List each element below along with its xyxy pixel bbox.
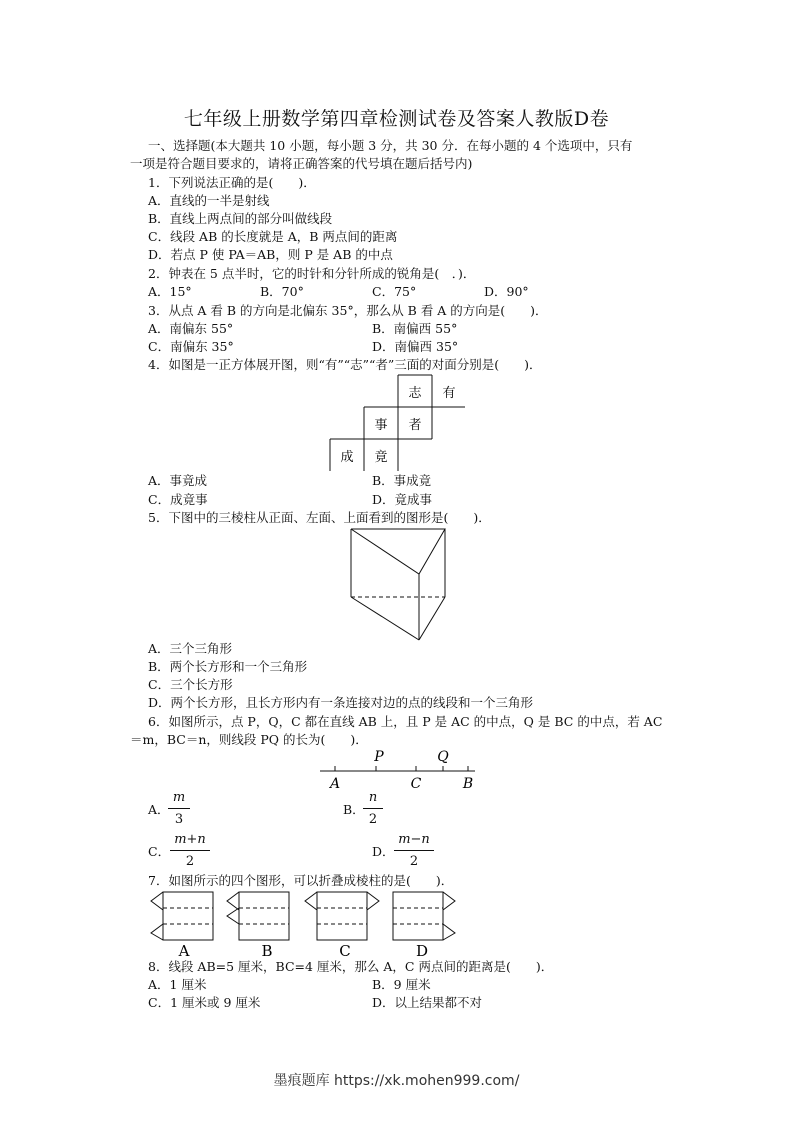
net-face-zhi: 志	[408, 386, 422, 401]
net-face-you: 有	[442, 386, 456, 401]
net-label-b: B	[261, 942, 273, 960]
fraction-numerator: m−n	[398, 832, 430, 847]
fraction-numerator: m+n	[174, 832, 206, 847]
q5-option-c: C．三个长方形	[148, 677, 233, 692]
q4-option-c: C．成竟事	[148, 492, 208, 507]
net-label-d: D	[415, 942, 429, 960]
q3-option-d: D．南偏西 35°	[372, 339, 459, 354]
q2-option-d: D．90°	[484, 284, 529, 299]
prism-nets-figure	[146, 888, 466, 960]
q6-option-b-fraction	[363, 790, 383, 828]
q3-option-b: B．南偏西 55°	[372, 321, 458, 336]
q6-option-d-label: D．	[372, 844, 395, 859]
q1-option-a: A．直线的一半是射线	[148, 193, 270, 208]
q6-stem-line2: ＝m，BC＝n，则线段 PQ 的长为( )．	[130, 732, 368, 747]
net-face-zhe: 者	[408, 418, 422, 433]
q4-option-a: A．事竟成	[148, 473, 208, 488]
number-line-figure	[315, 746, 480, 792]
net-face-cheng: 成	[340, 450, 354, 465]
q1-stem: 1．下列说法正确的是( )．	[148, 175, 316, 190]
q6-option-a-fraction	[168, 790, 190, 828]
net-face-shi: 事	[374, 418, 388, 433]
q1-option-d: D．若点 P 使 PA＝AB，则 P 是 AB 的中点	[148, 247, 393, 262]
q1-option-b: B．直线上两点间的部分叫做线段	[148, 211, 333, 226]
q2-option-c: C．75°	[372, 284, 417, 299]
q8-option-a: A．1 厘米	[148, 977, 207, 992]
q2-option-a: A．15°	[148, 284, 192, 299]
net-label-a: A	[178, 942, 190, 960]
q6-option-d-fraction	[394, 832, 434, 870]
fraction-numerator: m	[172, 790, 186, 805]
fraction-bar	[394, 850, 434, 851]
fraction-denominator: 2	[409, 854, 419, 869]
q7-stem: 7．如图所示的四个图形，可以折叠成棱柱的是( )．	[148, 873, 454, 888]
q5-stem: 5．下图中的三棱柱从正面、左面、上面看到的图形是( )．	[148, 510, 491, 525]
triangular-prism-figure	[345, 524, 455, 644]
section-heading-line1: 一、选择题(本大题共 10 小题，每小题 3 分，共 30 分．在每小题的 4 个选项中，只有	[148, 138, 633, 153]
q4-stem: 4．如图是一正方体展开图，则“有”“志”“者”三面的对面分别是( )．	[148, 357, 542, 372]
point-label-p: P	[374, 749, 384, 765]
q8-stem: 8．线段 AB=5 厘米，BC=4 厘米，那么 A，C 两点间的距离是( )．	[148, 959, 554, 974]
fraction-denominator: 3	[174, 812, 184, 827]
net-face-jing: 竟	[374, 450, 388, 465]
q5-option-b: B．两个长方形和一个三角形	[148, 659, 308, 674]
q3-option-a: A．南偏东 55°	[148, 321, 234, 336]
point-label-c: C	[410, 776, 422, 792]
q6-option-b-label: B．	[343, 802, 365, 817]
q2-stem: 2．钟表在 5 点半时，它的时针和分针所成的锐角是( ．)．	[148, 266, 476, 281]
fraction-denominator: 2	[185, 854, 195, 869]
q5-option-a: A．三个三角形	[148, 641, 233, 656]
net-label-c: C	[339, 942, 351, 960]
fraction-bar	[168, 808, 190, 809]
q8-option-b: B．9 厘米	[372, 977, 431, 992]
q8-option-c: C．1 厘米或 9 厘米	[148, 995, 261, 1010]
q4-option-b: B．事成竟	[372, 473, 432, 488]
q3-option-c: C．南偏东 35°	[148, 339, 234, 354]
q3-stem: 3．从点 A 看 B 的方向是北偏东 35°，那么从 B 看 A 的方向是( )．	[148, 303, 548, 318]
q1-option-c: C．线段 AB 的长度就是 A，B 两点间的距离	[148, 229, 398, 244]
q5-option-d: D．两个长方形，且长方形内有一条连接对边的点的线段和一个三角形	[148, 695, 534, 710]
q6-stem-line1: 6．如图所示，点 P，Q，C 都在直线 AB 上，且 P 是 AC 的中点，Q 是 BC 的中点，若 AC	[148, 714, 663, 729]
q6-option-c-fraction	[170, 832, 210, 870]
page-title: 七年级上册数学第四章检测试卷及答案人教版D卷	[183, 108, 610, 130]
point-label-a: A	[329, 776, 341, 792]
fraction-bar	[363, 808, 383, 809]
footer-watermark: 墨痕题库 https://xk.mohen999.com/	[273, 1073, 520, 1089]
section-heading-line2: 一项是符合题目要求的，请将正确答案的代号填在题后括号内)	[130, 156, 473, 171]
fraction-numerator: n	[368, 790, 378, 805]
q6-option-c-label: C．	[148, 844, 171, 859]
q6-option-a-label: A．	[148, 802, 170, 817]
q4-option-d: D．竟成事	[372, 492, 433, 507]
q8-option-d: D．以上结果都不对	[372, 995, 483, 1010]
point-label-q: Q	[437, 749, 449, 765]
fraction-bar	[170, 850, 210, 851]
cube-net-figure	[325, 372, 475, 476]
point-label-b: B	[462, 776, 474, 792]
q2-option-b: B．70°	[260, 284, 304, 299]
fraction-denominator: 2	[368, 812, 378, 827]
